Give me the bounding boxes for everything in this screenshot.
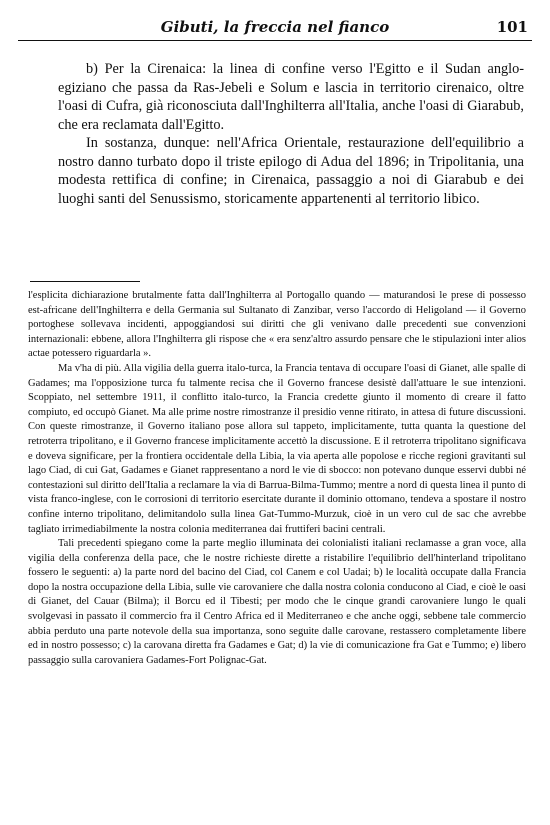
running-header <box>18 18 532 38</box>
header-rule <box>18 40 532 41</box>
main-text <box>58 60 524 208</box>
footnote-paragraph-2: Ma v'ha di più. Alla vigilia della guerra italo-turca, la Francia tentava di occupare l'oasi di Gianet, alle spalle di Gadames; ma l'opposizione turca fu talmente recisa che il Governo francese desistè dall'attuare le sue intenzioni. Scoppiato, nel settembre 1911, il conflitto italo-turco, la Francia credette giunto il momento di creare il fatto compiuto, ed occupò Gianet. Ma alle prime nostre rimostranze il presidio venne ritirato, in attesa di future discussioni. Con queste rimostranze, il Governo italiano pose allora sul tappeto, implicitamente, tutta quanta la questione del retroterra tripolitano, e il Governo francese implicitamente accettò la discussione. E il retroterra tripolitano significava e doveva significare, per la frontiera occidentale della Libia, la via aperta alle popolose e ricche regioni gravitanti sul lago Ciad, di cui Gat, Gadames e Gianet rappresentano a nord le vie di sbocco: non potevano dunque esservi dubbi né contestazioni sul diritto dell'Italia a reclamare la via di Barrua-Bilma-Tummo; mentre a nord di questa linea il punto di vista franco-inglese, con le corrosioni di territorio esercitate durante il dominio ottomano, tendeva a spostare il nostro confine interno tripolitano, delimitandolo sulla linea Gat-Tummo-Murzuk, cioè in un vero cul de sac che avrebbe tagliato irrimediabilmente la nostra colonia mediterranea dai fruttiferi bacini centrali. <box>28 362 526 535</box>
paragraph-cirenaica: b) Per la Cirenaica: la linea di confine verso l'Egitto e il Sudan anglo-egiziano che passa da Ras-Jebeli e Solum e lascia in territorio cirenaico, oltre l'oasi di Cufra, già riconosciuta dall'Inghilterra all'Italia, anche l'oasi di Giarabub, che era reclamata dall'Egitto. <box>58 61 524 133</box>
footnote-paragraph-3: Tali precedenti spiegano come la parte meglio illuminata dei colonialisti italiani reclamasse a gran voce, alla vigilia della conferenza della pace, che le nostre richieste dirette a ristabilire l'equilibrio dell'hinterland tripolitano fossero le seguenti: a) la parte nord del bacino del Ciad, col Canem e col Uadai; b) le località occupate dalla Francia dopo la nostra occupazione della Libia, sulle vie carovaniere che dalla nostra colonia conducono al Ciad, e cioè le oasi di Gianet, del Cauar (Bilma); il Borcu ed il Tibesti; per modo che le cinque grandi carovaniere lungo le quali svolgevasi in passato il commercio fra il Centro Africa ed il Mediterraneo e che anche oggi, sebbene tale commercio abbia perduto una parte notevole della sua importanza, sono seguite dalle carovane, restassero completamente libere ed in nostro possesso; c) la carovana diretta fra Gadames e Gat; d) la vie di comunicazione fra Gat e Tummo; e) libero passaggio sulla carovaniera Gadames-Fort Polignac-Gat. <box>28 538 526 666</box>
footnote-rule <box>30 281 140 282</box>
footnote-paragraph-1: l'esplicita dichiarazione brutalmente fatta dall'Inghilterra al Portogallo quando — maturandosi le prese di possesso est-africane dell'Inghilterra e della Germania sul Sultanato di Zanzibar, verso l'accordo di Heligoland — il Governo portoghese sollevava incidenti, appoggiandosi sui diritti che gli venivano dalle precedenti sue convenzioni internazionali: ebbene, allora l'Inghilterra gli rispose che « era senz'altro assurdo pensare che le stipulazioni inter alios actae potessero riguardarla ». <box>28 290 526 360</box>
running-title: Gibuti, la freccia nel fianco <box>160 18 390 36</box>
paragraph-in-sostanza: In sostanza, dunque: nell'Africa Orientale, restaurazione dell'equilibrio a nostro danno turbato dopo il triste epilogo di Adua del 1896; in Tripolitania, una modesta rettifica di confine; in Cirenaica, passaggio a noi di Giarabub e dei luoghi santi del Senussismo, storicamente appartenenti al territorio libico. <box>58 135 524 207</box>
footnotes <box>28 289 526 668</box>
page-number: 101 <box>496 18 528 36</box>
